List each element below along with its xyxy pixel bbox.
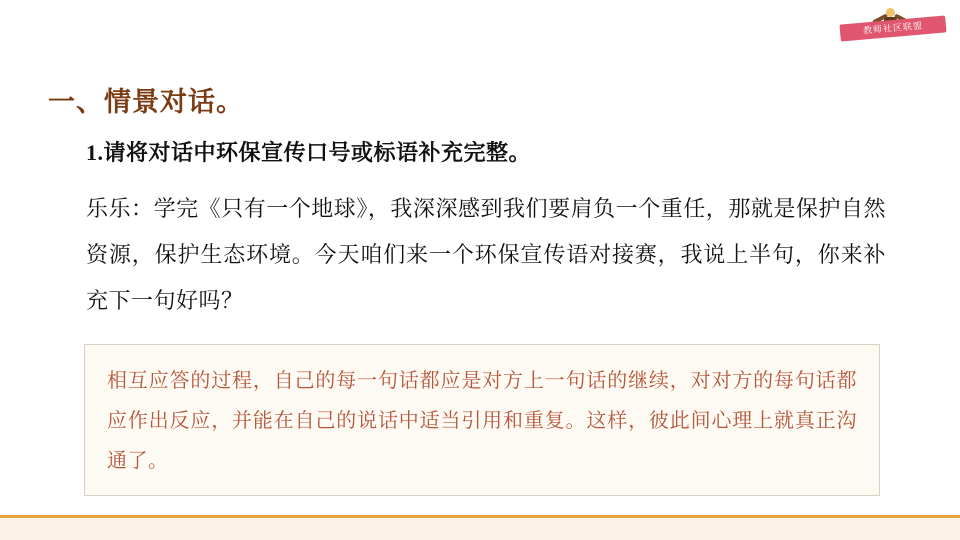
brand-logo bbox=[840, 8, 946, 48]
bottom-band bbox=[0, 518, 960, 540]
answer-box bbox=[84, 344, 880, 496]
dialog-text: 乐乐：学完《只有一个地球》，我深深感到我们要肩负一个重任，那就是保护自然资源，保护生态环境。今天咱们来一个环保宣传语对接赛，我说上半句，你来补充下一句好吗？ bbox=[86, 196, 886, 313]
answer-text: 相互应答的过程，自己的每一句话都应是对方上一句话的继续，对对方的每句话都应作出反应，并能在自己的说话中适当引用和重复。这样，彼此间心理上就真正沟通了。 bbox=[107, 370, 857, 472]
question-prompt: 1.请将对话中环保宣传口号或标语补充完整。 bbox=[86, 140, 532, 165]
logo-label: 教师社区联盟 bbox=[862, 20, 924, 36]
page-title: 一、情景对话。 bbox=[48, 87, 244, 117]
